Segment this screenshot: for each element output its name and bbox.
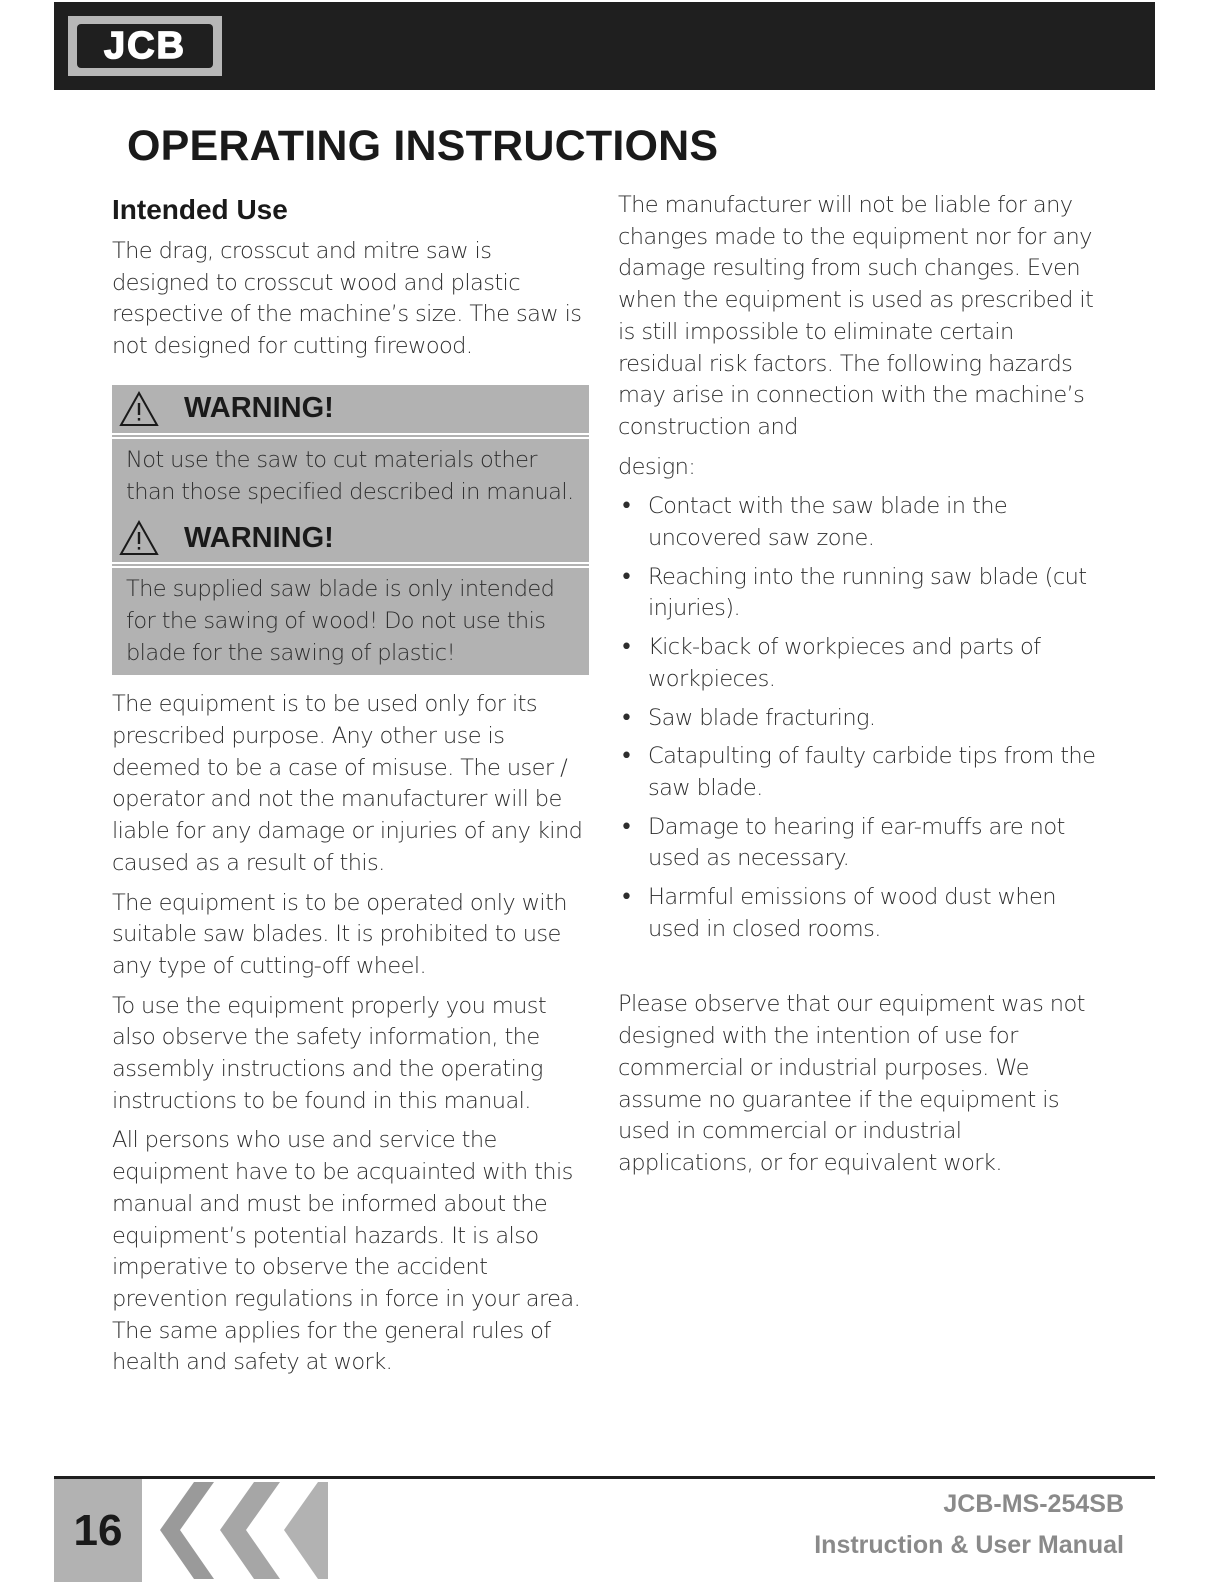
intended-use-intro: The drag, crosscut and mitre saw is designed to crosscut wood and plastic respective of the machine’s size. The saw is not designed for cutting firewood. — [112, 238, 582, 360]
list-item — [618, 491, 1098, 554]
right-column — [618, 190, 1098, 1180]
bullet-icon: • — [620, 885, 633, 911]
list-item — [618, 812, 1098, 875]
paragraph: The equipment is to be used only for its prescribed purpose. Any other use is deemed to be a case of misuse. The user / operator and not the manufacturer will be liable for any damage or injuries of any kind caused as a result of this. — [112, 691, 583, 876]
header-bar — [54, 2, 1155, 90]
left-column — [112, 190, 590, 1379]
logo-text: JCB — [103, 24, 187, 67]
warning-triangle-icon — [118, 519, 160, 557]
bullet-icon: • — [620, 635, 633, 661]
list-item-text: Contact with the saw blade in the uncovered saw zone. — [648, 493, 1008, 552]
page-number-box — [54, 1479, 142, 1582]
list-item — [618, 632, 1098, 695]
list-item-text: Damage to hearing if ear-muffs are not used as necessary. — [648, 813, 1065, 872]
list-item — [618, 882, 1098, 945]
warning-body — [112, 435, 589, 514]
warning-triangle-icon — [118, 390, 160, 428]
list-item-text: Catapulting of faulty carbide tips from the saw blade. — [648, 743, 1096, 801]
warning-label: WARNING! — [184, 392, 334, 425]
paragraph: To use the equipment properly you must also observe the safety information, the assembly instructions and the operating instructions to be found in this manual. — [112, 992, 547, 1114]
list-item-text: Kick-back of workpieces and parts of workpieces. — [648, 634, 1041, 692]
logo-badge — [77, 24, 213, 68]
warning-header — [112, 514, 589, 564]
list-item — [618, 741, 1098, 804]
page-title: OPERATING INSTRUCTIONS — [127, 122, 719, 170]
warning-text: The supplied saw blade is only intended for the sawing of wood! Do not use this blade for the sawing of plastic! — [126, 576, 555, 666]
liability-paragraph: The manufacturer will not be liable for any changes made to the equipment nor for any damage resulting from such changes. Even when the equipment is used as prescribed it is still impossible to eliminate certain residual risk factors. The following hazards may arise in connection with the machine’s construction and — [618, 192, 1094, 440]
bullet-icon: • — [620, 494, 633, 520]
warning-body — [112, 564, 589, 675]
paragraph: The equipment is to be operated only with suitable saw blades. It is prohibited to use any type of cutting-off wheel. — [112, 889, 567, 979]
closing-paragraph: Please observe that our equipment was not designed with the intention of use for commercial or industrial purposes. We assume no guarantee if the equipment is used in commercial or industrial applications, or for equivalent work. — [618, 991, 1085, 1176]
paragraph: All persons who use and service the equipment have to be acquainted with this manual and must be informed about the equipment’s potential hazards. It is also imperative to observe the accident prevention regulations in force in your area. The same applies for the general rules of health and safety at work. — [112, 1127, 581, 1376]
bullet-icon: • — [620, 744, 633, 770]
bullet-icon: • — [620, 564, 633, 590]
manual-label: Instruction & User Manual — [814, 1531, 1124, 1559]
list-item-text: Saw blade fracturing. — [648, 704, 876, 731]
page-number: 16 — [73, 1505, 123, 1555]
list-item — [618, 703, 1098, 735]
list-item-text: Reaching into the running saw blade (cut injuries). — [648, 563, 1087, 622]
hazard-list — [618, 491, 1098, 945]
jcb-logo — [68, 16, 222, 76]
list-item — [618, 562, 1098, 625]
bullet-icon: • — [620, 705, 633, 731]
list-item-text: Harmful emissions of wood dust when used in closed rooms. — [648, 884, 1056, 942]
chevron-left-icon — [142, 1479, 328, 1582]
bullet-icon: • — [620, 814, 633, 840]
design-label: design: — [618, 453, 696, 480]
warning-box — [112, 385, 589, 676]
warning-text: Not use the saw to cut materials other than those specified described in manual. — [126, 446, 574, 505]
warning-label: WARNING! — [184, 521, 334, 554]
warning-header — [112, 385, 589, 435]
section-heading-intended-use: Intended Use — [112, 194, 288, 225]
model-number: JCB-MS-254SB — [943, 1490, 1124, 1518]
